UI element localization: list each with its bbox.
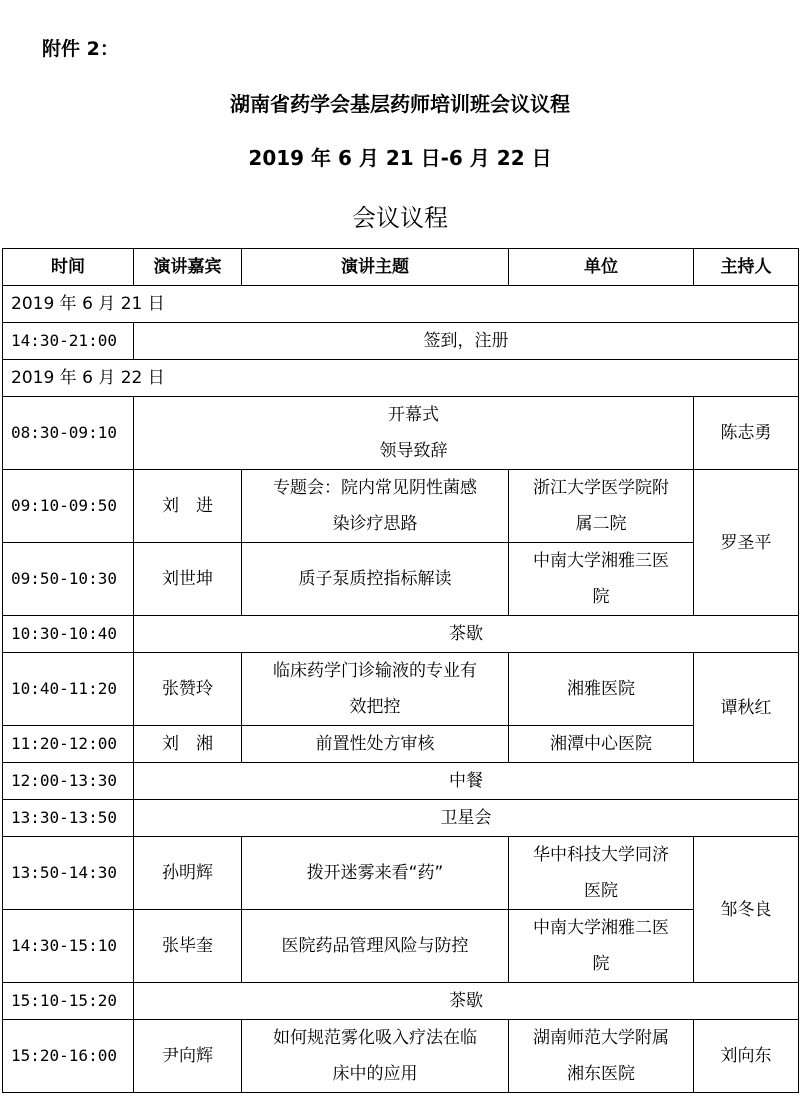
topic-cell: 前置性处方审核 xyxy=(242,726,509,763)
unit-cell: 湘潭中心医院 xyxy=(509,726,694,763)
document-title: 湖南省药学会基层药师培训班会议议程 xyxy=(230,92,570,116)
event-cell: 中餐 xyxy=(134,763,799,800)
speaker-cell: 孙明辉 xyxy=(134,837,242,910)
host-cell: 刘向东 xyxy=(694,1020,799,1093)
unit-line: 院 xyxy=(592,587,610,607)
unit-cell xyxy=(509,910,694,983)
topic-line: 效把控 xyxy=(349,697,401,717)
event-cell: 卫星会 xyxy=(134,800,799,837)
agenda-heading: 会议议程 xyxy=(352,204,448,232)
topic-line: 如何规范雾化吸入疗法在临 xyxy=(273,1028,477,1048)
time-cell: 12:00-13:30 xyxy=(3,763,134,800)
speaker-cell: 刘 进 xyxy=(134,470,242,543)
time-cell: 15:20-16:00 xyxy=(3,1020,134,1093)
topic-cell: 拨开迷雾来看“药” xyxy=(242,837,509,910)
table-row xyxy=(3,910,799,983)
table-row xyxy=(3,543,799,616)
topic-cell: 医院药品管理风险与防控 xyxy=(242,910,509,983)
header-row xyxy=(3,249,799,286)
speaker-cell: 尹向辉 xyxy=(134,1020,242,1093)
event-line: 领导致辞 xyxy=(379,441,448,461)
table-row xyxy=(3,653,799,726)
speaker-cell: 刘世坤 xyxy=(134,543,242,616)
table-row xyxy=(3,983,799,1020)
topic-cell xyxy=(242,470,509,543)
speaker-cell: 张毕奎 xyxy=(134,910,242,983)
agenda-table xyxy=(2,248,799,1093)
table-row xyxy=(3,616,799,653)
table-row xyxy=(3,470,799,543)
topic-cell: 质子泵质控指标解读 xyxy=(242,543,509,616)
time-cell: 14:30-21:00 xyxy=(3,323,134,360)
unit-line: 浙江大学医学院附 xyxy=(533,478,669,498)
table-row xyxy=(3,726,799,763)
host-cell: 谭秋红 xyxy=(694,653,799,763)
table-row xyxy=(3,323,799,360)
day-row xyxy=(3,360,799,397)
unit-line: 医院 xyxy=(584,881,618,901)
table-row xyxy=(3,800,799,837)
attachment-label: 附件 2： xyxy=(42,38,119,60)
date-range: 2019 年 6 月 21 日-6 月 22 日 xyxy=(248,146,552,170)
time-cell: 13:30-13:50 xyxy=(3,800,134,837)
host-cell: 陈志勇 xyxy=(694,397,799,470)
unit-line: 中南大学湘雅二医 xyxy=(533,918,669,938)
event-line: 开幕式 xyxy=(388,405,439,425)
topic-line: 临床药学门诊输液的专业有 xyxy=(273,661,477,681)
topic-line: 染诊疗思路 xyxy=(332,514,418,534)
day1-label: 2019 年 6 月 21 日 xyxy=(3,286,799,323)
time-cell: 10:40-11:20 xyxy=(3,653,134,726)
unit-cell xyxy=(509,543,694,616)
header-topic: 演讲主题 xyxy=(242,249,509,286)
time-cell: 09:50-10:30 xyxy=(3,543,134,616)
header-unit: 单位 xyxy=(509,249,694,286)
unit-line: 湖南师范大学附属 xyxy=(533,1028,669,1048)
time-cell: 13:50-14:30 xyxy=(3,837,134,910)
host-cell: 罗圣平 xyxy=(694,470,799,616)
time-cell: 10:30-10:40 xyxy=(3,616,134,653)
unit-line: 中南大学湘雅三医 xyxy=(533,551,669,571)
time-cell: 14:30-15:10 xyxy=(3,910,134,983)
day-row xyxy=(3,286,799,323)
header-time: 时间 xyxy=(3,249,134,286)
time-cell: 11:20-12:00 xyxy=(3,726,134,763)
unit-line: 华中科技大学同济 xyxy=(533,845,669,865)
header-speaker: 演讲嘉宾 xyxy=(134,249,242,286)
unit-cell xyxy=(509,837,694,910)
table-row xyxy=(3,1020,799,1093)
event-cell xyxy=(134,397,694,470)
unit-line: 院 xyxy=(592,954,610,974)
event-cell: 茶歇 xyxy=(134,616,799,653)
unit-cell: 湘雅医院 xyxy=(509,653,694,726)
unit-cell xyxy=(509,1020,694,1093)
unit-cell xyxy=(509,470,694,543)
day2-label: 2019 年 6 月 22 日 xyxy=(3,360,799,397)
topic-line: 专题会：院内常见阴性菌感 xyxy=(273,478,477,498)
header-host: 主持人 xyxy=(694,249,799,286)
unit-line: 属二院 xyxy=(575,514,627,534)
time-cell: 08:30-09:10 xyxy=(3,397,134,470)
table-row xyxy=(3,837,799,910)
host-cell: 邹冬良 xyxy=(694,837,799,983)
table-row xyxy=(3,397,799,470)
time-cell: 09:10-09:50 xyxy=(3,470,134,543)
table-row xyxy=(3,763,799,800)
speaker-cell: 张赞玲 xyxy=(134,653,242,726)
topic-line: 床中的应用 xyxy=(332,1064,418,1084)
event-cell: 茶歇 xyxy=(134,983,799,1020)
speaker-cell: 刘 湘 xyxy=(134,726,242,763)
event-cell: 签到，注册 xyxy=(134,323,799,360)
topic-cell xyxy=(242,653,509,726)
unit-line: 湘东医院 xyxy=(567,1064,635,1084)
time-cell: 15:10-15:20 xyxy=(3,983,134,1020)
topic-cell xyxy=(242,1020,509,1093)
